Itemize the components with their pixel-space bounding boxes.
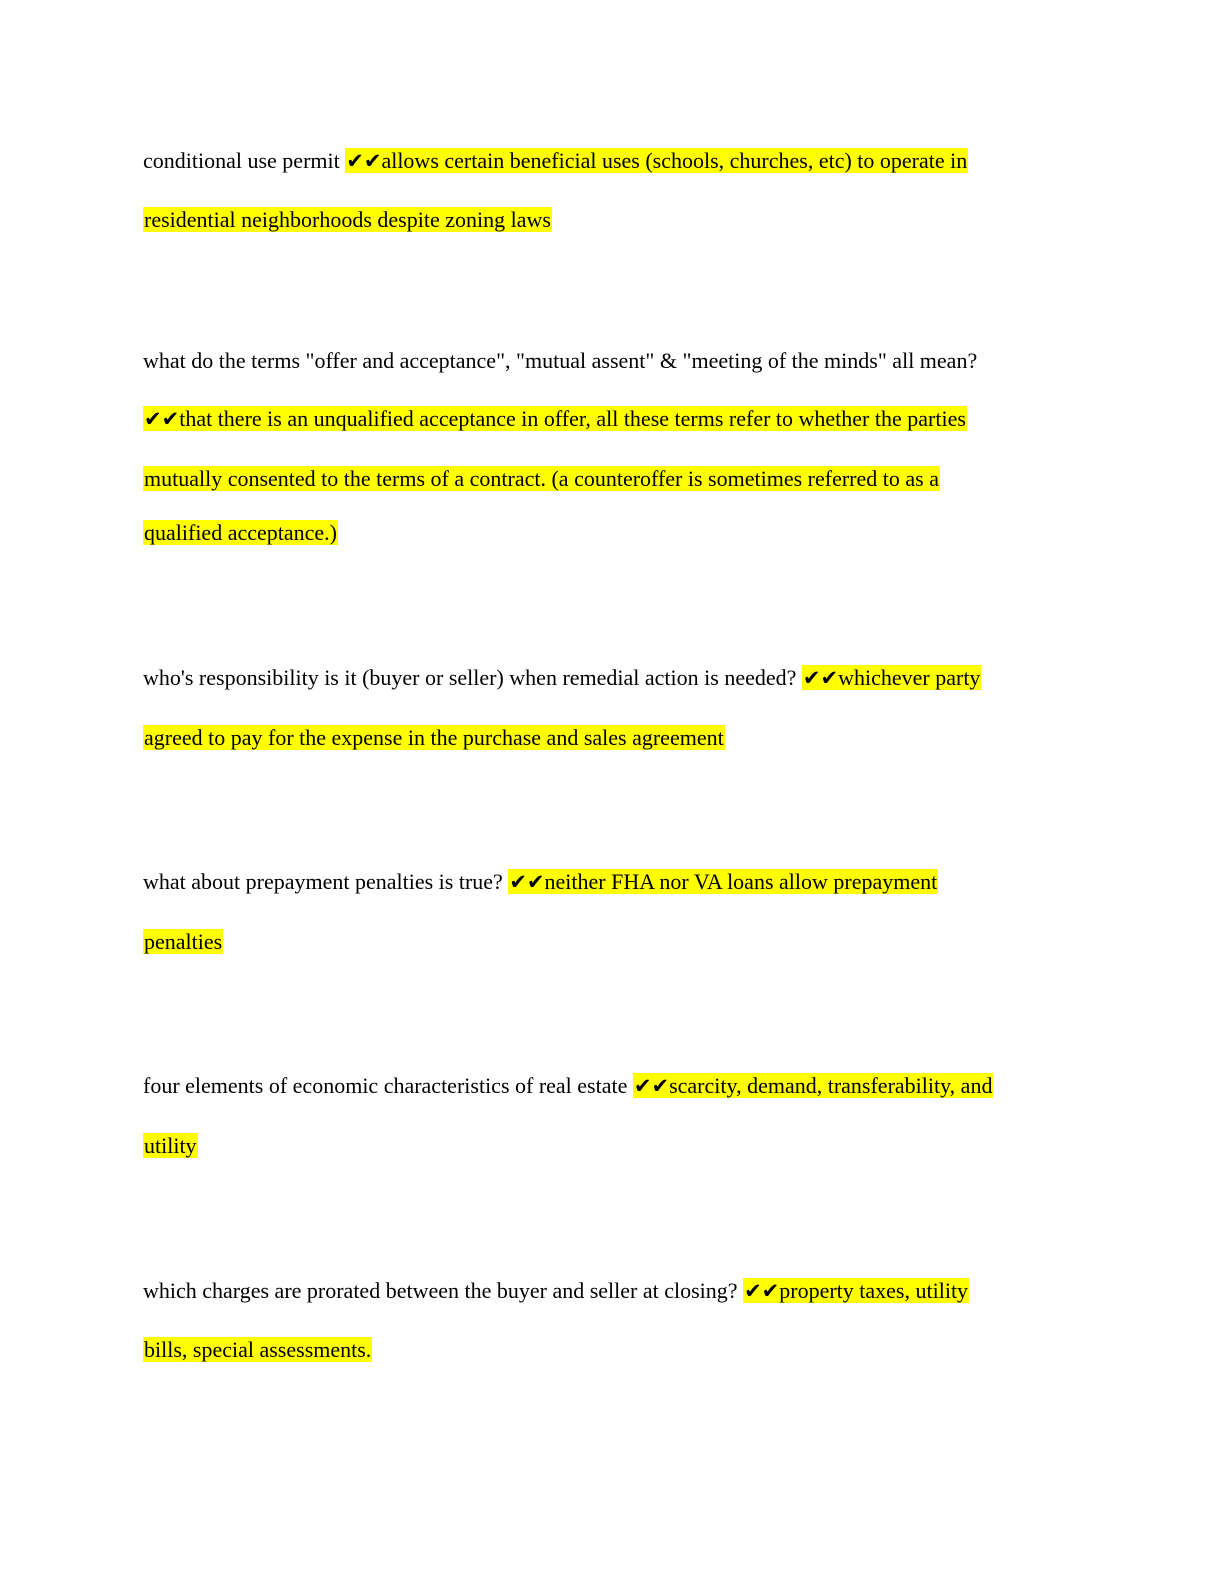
qa-1-question: conditional use permit bbox=[143, 148, 346, 173]
double-check-icon: ✔✔ bbox=[802, 666, 839, 690]
qa-3-answer-part-2: agreed to pay for the expense in the purchase and sales agreement bbox=[144, 725, 724, 750]
qa-3-answer-highlight bbox=[802, 665, 982, 690]
qa-6-answer-part-2: bills, special assessments. bbox=[144, 1337, 372, 1362]
qa-5-question: four elements of economic characteristics of real estate bbox=[143, 1073, 633, 1098]
qa-2-line-2 bbox=[143, 403, 967, 435]
qa-1-line-2 bbox=[143, 204, 552, 236]
double-check-icon: ✔✔ bbox=[509, 870, 545, 894]
qa-6-answer-part-1: property taxes, utility bbox=[779, 1278, 969, 1303]
qa-6-question: which charges are prorated between the buyer and seller at closing? bbox=[143, 1278, 744, 1303]
qa-2-question: what do the terms "offer and acceptance", "mutual assent" & "meeting of the minds" all mean? bbox=[143, 348, 978, 373]
qa-2-answer-part-1: that there is an unqualified acceptance in offer, all these terms refer to whether the parties bbox=[179, 406, 966, 431]
qa-1-answer-part-2: residential neighborhoods despite zoning laws bbox=[144, 207, 551, 232]
qa-3-question: who's responsibility is it (buyer or seller) when remedial action is needed? bbox=[143, 665, 802, 690]
qa-6-line-1 bbox=[143, 1275, 969, 1307]
qa-3-answer-part-1: whichever party bbox=[838, 665, 981, 690]
qa-2-line-3 bbox=[143, 463, 940, 495]
qa-1-line-1 bbox=[143, 145, 968, 177]
double-check-icon: ✔✔ bbox=[346, 149, 382, 173]
qa-4-line-1 bbox=[143, 866, 938, 898]
qa-4-line-2 bbox=[143, 926, 223, 958]
qa-5-answer-part-1: scarcity, demand, transferability, and bbox=[669, 1073, 993, 1098]
qa-3-line-1 bbox=[143, 662, 981, 694]
double-check-icon: ✔✔ bbox=[144, 407, 180, 431]
qa-1-answer-part-1: allows certain beneficial uses (schools, churches, etc) to operate in bbox=[381, 148, 968, 173]
qa-4-answer-highlight bbox=[508, 869, 938, 894]
qa-2-line-4 bbox=[143, 517, 338, 549]
qa-4-answer-part-2: penalties bbox=[144, 929, 223, 954]
qa-4-answer-part-1: neither FHA nor VA loans allow prepayment bbox=[544, 869, 938, 894]
qa-5-line-2 bbox=[143, 1130, 198, 1162]
qa-2-answer-highlight bbox=[143, 406, 967, 431]
qa-5-answer-part-2: utility bbox=[144, 1133, 197, 1158]
qa-6-line-2 bbox=[143, 1334, 372, 1366]
qa-5-line-1 bbox=[143, 1070, 993, 1102]
double-check-icon: ✔✔ bbox=[744, 1279, 780, 1303]
double-check-icon: ✔✔ bbox=[633, 1074, 670, 1098]
qa-5-answer-highlight bbox=[633, 1073, 994, 1098]
qa-6-answer-highlight bbox=[743, 1278, 969, 1303]
qa-2-line-1 bbox=[143, 345, 977, 377]
qa-2-answer-part-2: mutually consented to the terms of a contract. (a counteroffer is sometimes referred to as a bbox=[144, 466, 939, 491]
qa-2-answer-part-3: qualified acceptance.) bbox=[144, 520, 337, 545]
qa-3-line-2 bbox=[143, 722, 725, 754]
qa-4-question: what about prepayment penalties is true? bbox=[143, 869, 509, 894]
qa-1-answer-highlight bbox=[345, 148, 968, 173]
